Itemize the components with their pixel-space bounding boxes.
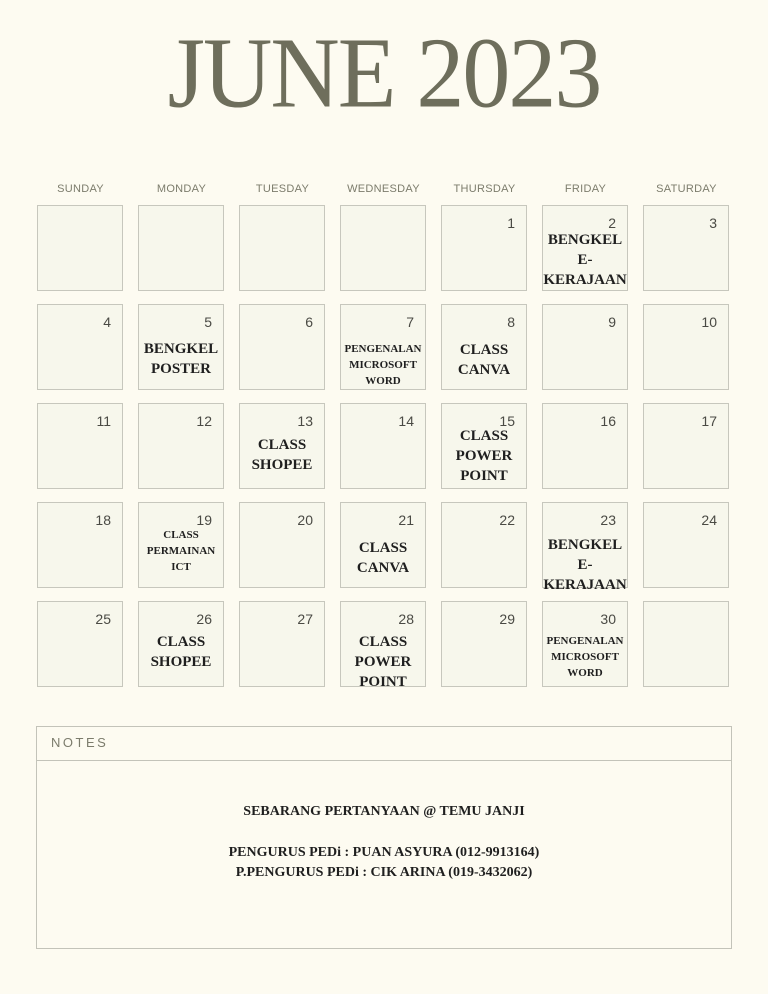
day-number: 16: [600, 413, 616, 429]
calendar-day-cell: [340, 304, 426, 390]
day-number: 17: [701, 413, 717, 429]
day-number: 1: [507, 215, 515, 231]
day-number: 26: [196, 611, 212, 627]
calendar-day-cell: [441, 304, 527, 390]
day-number: 18: [95, 512, 111, 528]
notes-line-assistant-manager: P.PENGURUS PEDi : CIK ARINA (019-3432062): [235, 865, 533, 880]
day-number: 22: [499, 512, 515, 528]
notes-line-inquiry: SEBARANG PERTANYAAN @ TEMU JANJI: [243, 804, 525, 819]
calendar-day-cell: [441, 601, 527, 687]
calendar-day-cell: [340, 502, 426, 588]
calendar-day-cell: [138, 403, 224, 489]
day-event: BENGKEL E- KERAJAAN: [543, 537, 627, 593]
day-event: PENGENALAN MICROSOFT WORD: [344, 343, 422, 387]
calendar-day-cell: [542, 403, 628, 489]
weekday-thursday: THURSDAY: [453, 183, 516, 195]
day-number: 10: [701, 314, 717, 330]
day-event: CLASS SHOPEE: [150, 634, 212, 670]
day-number: 5: [204, 314, 212, 330]
day-event: CLASS CANVA: [356, 540, 410, 576]
day-event: CLASS POWER POINT: [354, 634, 412, 690]
calendar-day-cell: [138, 205, 224, 291]
day-event: BENGKEL E- KERAJAAN: [543, 232, 627, 288]
weekday-wednesday: WEDNESDAY: [347, 183, 420, 195]
day-number: 23: [600, 512, 616, 528]
calendar-day-cell: [542, 304, 628, 390]
day-number: 6: [305, 314, 313, 330]
day-number: 14: [398, 413, 414, 429]
weekday-tuesday: TUESDAY: [255, 183, 310, 195]
day-number: 27: [297, 611, 313, 627]
day-number: 4: [103, 314, 111, 330]
day-number: 20: [297, 512, 313, 528]
calendar-day-cell: [138, 601, 224, 687]
calendar-day-cell: [37, 304, 123, 390]
calendar-day-cell: [239, 601, 325, 687]
day-number: 15: [499, 413, 515, 429]
day-number: 29: [499, 611, 515, 627]
calendar-day-cell: [643, 304, 729, 390]
day-number: 25: [95, 611, 111, 627]
day-number: 28: [398, 611, 414, 627]
day-number: 11: [96, 413, 111, 429]
day-number: 19: [196, 512, 212, 528]
calendar-day-cell: [340, 205, 426, 291]
calendar-day-cell: [643, 502, 729, 588]
day-number: 9: [608, 314, 616, 330]
calendar-day-cell: [441, 502, 527, 588]
calendar-day-cell: [643, 403, 729, 489]
calendar-day-cell: [441, 205, 527, 291]
calendar-day-cell: [643, 205, 729, 291]
day-event: CLASS CANVA: [457, 342, 511, 378]
calendar-day-cell: [239, 205, 325, 291]
day-event: PENGENALAN MICROSOFT WORD: [546, 635, 624, 679]
calendar-day-cell: [643, 601, 729, 687]
weekday-sunday: SUNDAY: [57, 183, 104, 195]
day-event: BENGKEL POSTER: [143, 341, 219, 377]
day-number: 13: [297, 413, 313, 429]
notes-heading: NOTES: [37, 727, 731, 761]
day-number: 3: [709, 215, 717, 231]
day-number: 12: [196, 413, 212, 429]
calendar-day-cell: [37, 601, 123, 687]
calendar-day-cell: [138, 304, 224, 390]
day-number: 24: [701, 512, 717, 528]
day-number: 30: [600, 611, 616, 627]
calendar-day-cell: [239, 502, 325, 588]
day-number: 7: [406, 314, 414, 330]
calendar-day-cell: [138, 502, 224, 588]
calendar-day-cell: [542, 502, 628, 593]
calendar-day-cell: [37, 205, 123, 291]
calendar-day-cell: [37, 502, 123, 588]
calendar-day-cell: [239, 403, 325, 489]
calendar-day-cell: [441, 403, 527, 489]
calendar-day-cell: [542, 205, 628, 291]
calendar-day-cell: [239, 304, 325, 390]
day-number: 2: [608, 215, 616, 231]
calendar-day-cell: [340, 403, 426, 489]
weekday-monday: MONDAY: [156, 183, 207, 195]
weekday-friday: FRIDAY: [564, 183, 607, 195]
calendar-day-cell: [542, 601, 628, 687]
day-event: CLASS PERMAINAN ICT: [146, 529, 216, 573]
calendar-day-cell: [37, 403, 123, 489]
day-number: 21: [398, 512, 414, 528]
weekday-saturday: SATURDAY: [656, 183, 717, 195]
day-event: CLASS SHOPEE: [251, 437, 313, 473]
day-event: CLASS POWER POINT: [455, 428, 513, 484]
notes-line-manager: PENGURUS PEDi : PUAN ASYURA (012-9913164): [228, 845, 540, 860]
day-number: 8: [507, 314, 515, 330]
calendar-title: JUNE 2023: [167, 16, 601, 129]
calendar-day-cell: [340, 601, 426, 690]
notes-panel: [36, 726, 732, 949]
